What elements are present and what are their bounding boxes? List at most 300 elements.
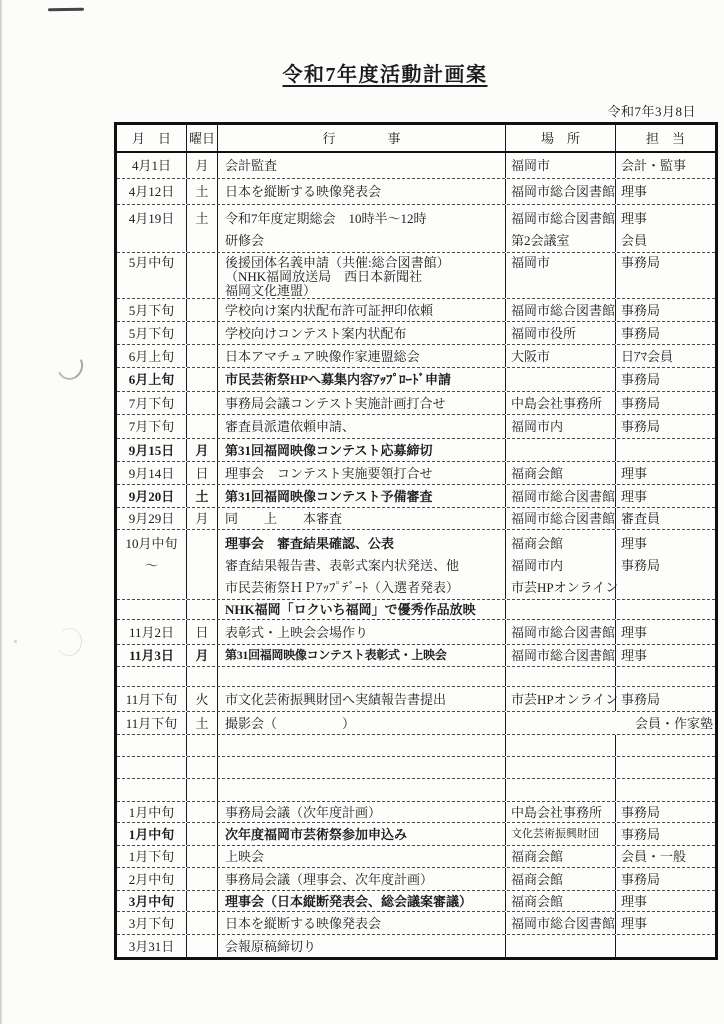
cell-text: 福岡市総合図書館 — [511, 488, 616, 504]
cell-weekday — [187, 205, 218, 252]
cell-text: 11月3日 — [129, 648, 174, 663]
cell-text: 中島会社事務所 — [511, 804, 603, 820]
cell-text: 1月下旬 — [128, 849, 175, 864]
cell-text: 福岡市 — [511, 158, 551, 173]
cell-text: 土 — [195, 211, 209, 226]
cell-place — [506, 439, 616, 461]
cell-text: 第2会議室 — [511, 233, 570, 248]
cell-text: 事務局 — [621, 395, 661, 411]
cell-weekday — [187, 345, 218, 367]
table-row — [117, 485, 715, 508]
cell-text: 4月1日 — [131, 158, 171, 173]
cell-charge — [616, 868, 715, 890]
cell-text: 理事 — [621, 624, 648, 640]
cell-weekday — [187, 368, 218, 391]
cell-text: 理事 — [621, 893, 648, 909]
page-title: 令和7年度活動計画案 — [282, 64, 488, 86]
cell-charge — [616, 439, 715, 461]
cell-event — [218, 779, 506, 801]
cell-text: 事務局会議（理事会、次年度計画） — [225, 871, 434, 887]
schedule-table — [114, 122, 718, 960]
cell-weekday — [187, 735, 218, 756]
cell-weekday — [187, 415, 218, 438]
cell-weekday — [187, 645, 218, 666]
cell-text: 土 — [195, 488, 209, 504]
cell-text: 中島会社事務所 — [511, 395, 603, 411]
cell-place — [506, 823, 616, 845]
cell-text: 後援団体名義申請（共催:総合図書館） — [225, 255, 450, 270]
schedule-table-body — [117, 153, 715, 957]
cell-date — [117, 253, 187, 298]
cell-text: 〜 — [144, 558, 158, 573]
cell-text: 日本を縦断する映像発表会 — [225, 184, 382, 199]
cell-text: 事務局 — [621, 826, 661, 842]
table-row — [117, 687, 715, 712]
cell-weekday — [187, 891, 218, 911]
cell-charge — [616, 205, 715, 252]
cell-place — [506, 253, 616, 298]
cell-date — [117, 153, 187, 178]
cell-text: 福岡市総合図書館 — [511, 184, 616, 199]
cell-text: 月 — [195, 158, 209, 173]
cell-text: 福商会館 — [511, 893, 564, 909]
cell-text: 事務局会議コンテスト実施計画打合せ — [225, 395, 446, 411]
table-row — [117, 322, 715, 345]
cell-text: NHK福岡「ロクいち福岡」で優秀作品放映 — [225, 602, 476, 617]
cell-event — [218, 667, 506, 686]
cell-place — [506, 620, 616, 644]
cell-place — [506, 912, 616, 934]
cell-text: 審査結果報告書、表彰式案内状発送、他 — [225, 558, 460, 573]
cell-text: 2月中旬 — [128, 871, 175, 887]
table-row — [117, 846, 715, 868]
cell-event — [218, 462, 506, 484]
cell-text: 3月下旬 — [128, 915, 175, 931]
column-header-place: 場 所 — [506, 125, 616, 151]
table-row — [117, 712, 715, 735]
cell-weekday — [187, 757, 218, 778]
cell-charge — [616, 846, 715, 867]
cell-date — [117, 462, 187, 484]
cell-place — [506, 530, 619, 599]
cell-date — [117, 345, 187, 367]
cell-text: 福岡市総合図書館 — [511, 211, 616, 226]
cell-event — [218, 891, 506, 911]
cell-place — [506, 485, 616, 507]
table-row — [117, 912, 715, 935]
cell-text: 福岡市総合図書館 — [511, 915, 616, 931]
table-row — [117, 392, 715, 415]
cell-text: 4月12日 — [128, 184, 175, 199]
cell-place — [506, 415, 616, 438]
table-row — [117, 935, 715, 957]
cell-text: 月 — [195, 442, 209, 458]
cell-text: （NHK福岡放送局 西日本新聞社 — [225, 269, 423, 284]
cell-text: 土 — [195, 184, 209, 199]
cell-place — [506, 462, 616, 484]
cell-event — [218, 823, 506, 845]
scan-mark-circle — [54, 626, 84, 658]
cell-event — [218, 485, 506, 507]
cell-weekday — [187, 600, 218, 619]
cell-date — [117, 935, 187, 957]
cell-place-charge-merged — [506, 712, 715, 734]
cell-text: 福岡市総合図書館 — [511, 302, 616, 318]
cell-text: 大阪市 — [511, 348, 551, 364]
cell-event — [218, 530, 506, 599]
cell-text: 1月中旬 — [128, 826, 175, 842]
cell-text: 事務局 — [621, 804, 661, 820]
cell-weekday — [187, 485, 218, 507]
cell-event — [218, 645, 506, 666]
cell-weekday — [187, 439, 218, 461]
cell-text: 事務局 — [621, 691, 661, 707]
cell-date — [117, 846, 187, 867]
cell-text: 事務局 — [621, 255, 661, 270]
cell-place — [506, 868, 616, 890]
cell-text: 理事会（日本縦断発表会、総会議案審議） — [225, 893, 473, 909]
cell-text: 6月上旬 — [128, 372, 175, 387]
cell-event — [218, 415, 506, 438]
cell-text: 11月下旬 — [125, 715, 178, 731]
cell-text: 5月下旬 — [128, 302, 175, 318]
cell-date — [117, 757, 187, 778]
cell-text: 月 — [195, 511, 209, 526]
cell-weekday — [187, 153, 218, 178]
cell-text: 1月中旬 — [128, 804, 175, 820]
cell-text: 福岡市役所 — [511, 325, 577, 341]
cell-text: 第31回福岡映像コンテスト表彰式・上映会 — [225, 648, 447, 662]
cell-charge — [616, 823, 715, 845]
table-row — [117, 735, 715, 757]
cell-date — [117, 299, 187, 321]
cell-event — [218, 153, 506, 178]
cell-event — [218, 299, 506, 321]
cell-text: 事務局 — [621, 372, 661, 387]
cell-charge — [616, 667, 715, 686]
table-row — [117, 462, 715, 485]
cell-place — [506, 779, 616, 801]
cell-event — [218, 253, 506, 298]
cell-text: 日本アマチュア映像作家連盟総会 — [225, 348, 420, 364]
cell-text: 9月20日 — [128, 488, 175, 504]
cell-charge — [616, 368, 715, 391]
cell-date — [117, 368, 187, 391]
cell-text: 6月上旬 — [128, 348, 175, 364]
cell-charge — [616, 645, 715, 666]
cell-text: 福岡市総合図書館 — [511, 648, 616, 663]
cell-weekday — [187, 620, 218, 644]
table-row — [117, 508, 715, 530]
document-date: 令和7年3月8日 — [607, 104, 696, 119]
cell-weekday — [187, 179, 218, 204]
cell-date — [117, 600, 187, 619]
cell-text: 福商会館 — [511, 871, 564, 887]
cell-place — [506, 687, 619, 711]
cell-text: 学校向け案内状配布許可証押印依頼 — [225, 302, 434, 318]
cell-weekday — [187, 935, 218, 957]
column-header-weekday: 曜日 — [187, 125, 218, 151]
table-header-row — [117, 125, 715, 153]
cell-weekday — [187, 667, 218, 686]
cell-text: 理事会 審査結果確認、公表 — [225, 536, 395, 551]
table-row — [117, 439, 715, 462]
cell-weekday — [187, 846, 218, 867]
cell-text: 福商会館 — [511, 536, 564, 551]
cell-date — [117, 735, 187, 756]
cell-text: 5月中旬 — [128, 255, 175, 270]
cell-text: 火 — [195, 691, 209, 707]
cell-charge — [616, 299, 715, 321]
cell-date — [117, 712, 187, 734]
cell-text: 福岡市内 — [511, 558, 564, 573]
cell-date — [117, 802, 187, 822]
cell-charge — [616, 757, 715, 778]
cell-event — [218, 912, 506, 934]
cell-text: 3月中旬 — [128, 893, 175, 909]
table-row — [117, 253, 715, 299]
cell-date — [117, 530, 187, 599]
cell-text: 4月19日 — [128, 211, 175, 226]
cell-place — [506, 846, 616, 867]
cell-event — [218, 322, 506, 344]
cell-text: 11月下旬 — [125, 691, 178, 707]
cell-charge — [616, 153, 715, 178]
cell-event — [218, 712, 506, 734]
cell-charge — [616, 891, 715, 911]
table-row — [117, 645, 715, 667]
cell-text: 福岡市 — [511, 255, 551, 270]
cell-event — [218, 600, 506, 619]
cell-text: 会報原稿締切り — [225, 938, 317, 954]
cell-text: 第31回福岡映像コンテスト応募締切 — [225, 442, 433, 458]
cell-place — [506, 153, 616, 178]
table-row — [117, 600, 715, 620]
cell-place — [506, 600, 616, 619]
cell-text: 7月下旬 — [128, 419, 175, 434]
cell-charge — [616, 345, 715, 367]
cell-text: 令和7年度定期総会 10時半～12時 — [225, 211, 427, 226]
cell-charge — [616, 735, 715, 756]
cell-text: 審査員 — [621, 511, 661, 526]
cell-weekday — [187, 530, 218, 599]
cell-date — [117, 779, 187, 801]
cell-text: 日ｱﾏ会員 — [621, 348, 674, 364]
cell-weekday — [187, 802, 218, 822]
cell-text: 事務局 — [621, 558, 661, 573]
cell-place — [506, 508, 616, 529]
cell-text: 表彰式・上映会会場作り — [225, 624, 369, 640]
cell-date — [117, 392, 187, 414]
cell-charge — [616, 530, 715, 599]
cell-text: 市文化芸術振興財団へ実績報告書提出 — [225, 691, 447, 707]
table-row — [117, 368, 715, 392]
cell-place — [506, 802, 616, 822]
table-row — [117, 779, 715, 802]
cell-event — [218, 508, 506, 529]
cell-text: 9月15日 — [128, 442, 175, 458]
table-row — [117, 345, 715, 368]
cell-text: 9月29日 — [128, 511, 175, 526]
cell-event — [218, 846, 506, 867]
cell-text: 土 — [195, 715, 209, 731]
cell-text: 同 上 本審査 — [225, 511, 343, 526]
table-row — [117, 868, 715, 891]
cell-weekday — [187, 687, 218, 711]
cell-text: 3月31日 — [128, 938, 175, 954]
cell-text: 理事 — [621, 536, 648, 551]
cell-charge — [616, 415, 715, 438]
cell-date — [117, 439, 187, 461]
table-row — [117, 823, 715, 846]
cell-charge — [616, 508, 715, 529]
cell-weekday — [187, 712, 218, 734]
cell-text: 理事 — [621, 915, 648, 931]
cell-date — [117, 868, 187, 890]
table-row — [117, 299, 715, 322]
column-header-date: 月 日 — [117, 125, 187, 151]
cell-text: 理事 — [621, 488, 648, 504]
cell-event — [218, 802, 506, 822]
page-edge-shadow — [0, 0, 3, 1024]
cell-weekday — [187, 823, 218, 845]
table-row — [117, 530, 715, 600]
scan-mark-dot — [14, 640, 17, 643]
cell-text: 福岡市総合図書館 — [511, 511, 616, 526]
cell-weekday — [187, 868, 218, 890]
table-row — [117, 757, 715, 779]
cell-date — [117, 485, 187, 507]
table-row — [117, 179, 715, 205]
cell-date — [117, 620, 187, 644]
cell-text: 7月下旬 — [128, 395, 175, 411]
cell-text: 5月下旬 — [128, 325, 175, 341]
cell-text: 理事 — [621, 648, 648, 663]
cell-event — [218, 179, 506, 204]
cell-event — [218, 687, 506, 711]
cell-text: 月 — [195, 648, 209, 663]
cell-text: 事務局 — [621, 302, 661, 318]
cell-event — [218, 757, 506, 778]
cell-place — [506, 345, 616, 367]
cell-place — [506, 205, 616, 252]
cell-text: 市民芸術祭ＨＰｱｯﾌﾟﾃﾞｰﾄ（入選者発表） — [225, 580, 460, 595]
cell-text: 会計・監事 — [621, 158, 687, 173]
cell-text: 日 — [195, 624, 209, 640]
cell-place — [506, 179, 616, 204]
table-row — [117, 891, 715, 912]
table-row — [117, 205, 715, 253]
table-row — [117, 802, 715, 823]
cell-charge — [616, 322, 715, 344]
cell-weekday — [187, 508, 218, 529]
cell-text: 福岡文化連盟） — [225, 283, 317, 298]
cell-text: 福岡市総合図書館 — [511, 624, 616, 640]
cell-date — [117, 415, 187, 438]
cell-text: 理事 — [621, 211, 648, 226]
cell-weekday — [187, 912, 218, 934]
scan-mark-crescent — [53, 349, 86, 384]
cell-place — [506, 667, 616, 686]
cell-text: 第31回福岡映像コンテスト予備審査 — [225, 488, 433, 504]
cell-text: 日 — [195, 465, 209, 481]
cell-date — [117, 179, 187, 204]
cell-text: 研修会 — [225, 233, 265, 248]
cell-text: 市民芸術祭HPへ募集内容ｱｯﾌﾟﾛｰﾄﾞ申請 — [225, 372, 452, 387]
cell-date — [117, 205, 187, 252]
cell-event — [218, 620, 506, 644]
cell-date — [117, 667, 187, 686]
cell-event — [218, 868, 506, 890]
cell-place — [506, 645, 616, 666]
scan-mark-dash — [48, 8, 84, 12]
cell-date — [117, 912, 187, 934]
cell-event — [218, 345, 506, 367]
cell-text: 事務局会議（次年度計画） — [225, 804, 382, 820]
cell-weekday — [187, 779, 218, 801]
cell-date — [117, 645, 187, 666]
cell-event — [218, 205, 506, 252]
cell-text: 福商会館 — [511, 849, 564, 864]
cell-charge — [616, 485, 715, 507]
cell-charge — [616, 620, 715, 644]
cell-event — [218, 392, 506, 414]
cell-text: 次年度福岡市芸術祭参加申込み — [225, 826, 408, 842]
cell-charge — [616, 179, 715, 204]
table-row — [117, 415, 715, 439]
cell-text: 会員・一般 — [621, 849, 687, 864]
cell-text: 福岡市内 — [511, 419, 564, 434]
cell-text: 会計監査 — [225, 158, 278, 173]
cell-place — [506, 299, 616, 321]
cell-text: 審査員派遣依頼申請、 — [225, 419, 356, 434]
cell-event — [218, 368, 506, 391]
cell-place — [506, 757, 616, 778]
cell-text: 学校向けコンテスト案内状配布 — [225, 325, 407, 341]
cell-text: 市芸HPオンライン — [511, 580, 619, 595]
cell-text: 11月2日 — [128, 624, 175, 640]
cell-event — [218, 439, 506, 461]
cell-date — [117, 687, 187, 711]
cell-text: 文化芸術振興財団 — [511, 827, 599, 840]
cell-charge — [616, 600, 715, 619]
cell-charge — [616, 802, 715, 822]
cell-text: 理事会 コンテスト実施要領打合せ — [225, 465, 433, 481]
cell-event — [218, 735, 506, 756]
cell-text: 事務局 — [621, 325, 661, 341]
cell-text: 上映会 — [225, 849, 265, 864]
cell-place — [506, 891, 616, 911]
cell-charge — [616, 912, 715, 934]
cell-date — [117, 322, 187, 344]
cell-text: 撮影会（ ） — [225, 715, 356, 731]
cell-text: 理事 — [621, 465, 648, 481]
cell-charge — [616, 687, 715, 711]
cell-charge — [616, 462, 715, 484]
cell-charge — [616, 779, 715, 801]
cell-date — [117, 823, 187, 845]
cell-place — [506, 935, 616, 957]
cell-text: 日本を縦断する映像発表会 — [225, 915, 382, 931]
cell-weekday — [187, 322, 218, 344]
cell-charge — [616, 392, 715, 414]
cell-weekday — [187, 299, 218, 321]
cell-text: 理事 — [621, 184, 648, 199]
cell-charge — [616, 935, 715, 957]
cell-place — [506, 392, 616, 414]
table-row — [117, 620, 715, 645]
cell-text: 事務局 — [621, 419, 661, 434]
